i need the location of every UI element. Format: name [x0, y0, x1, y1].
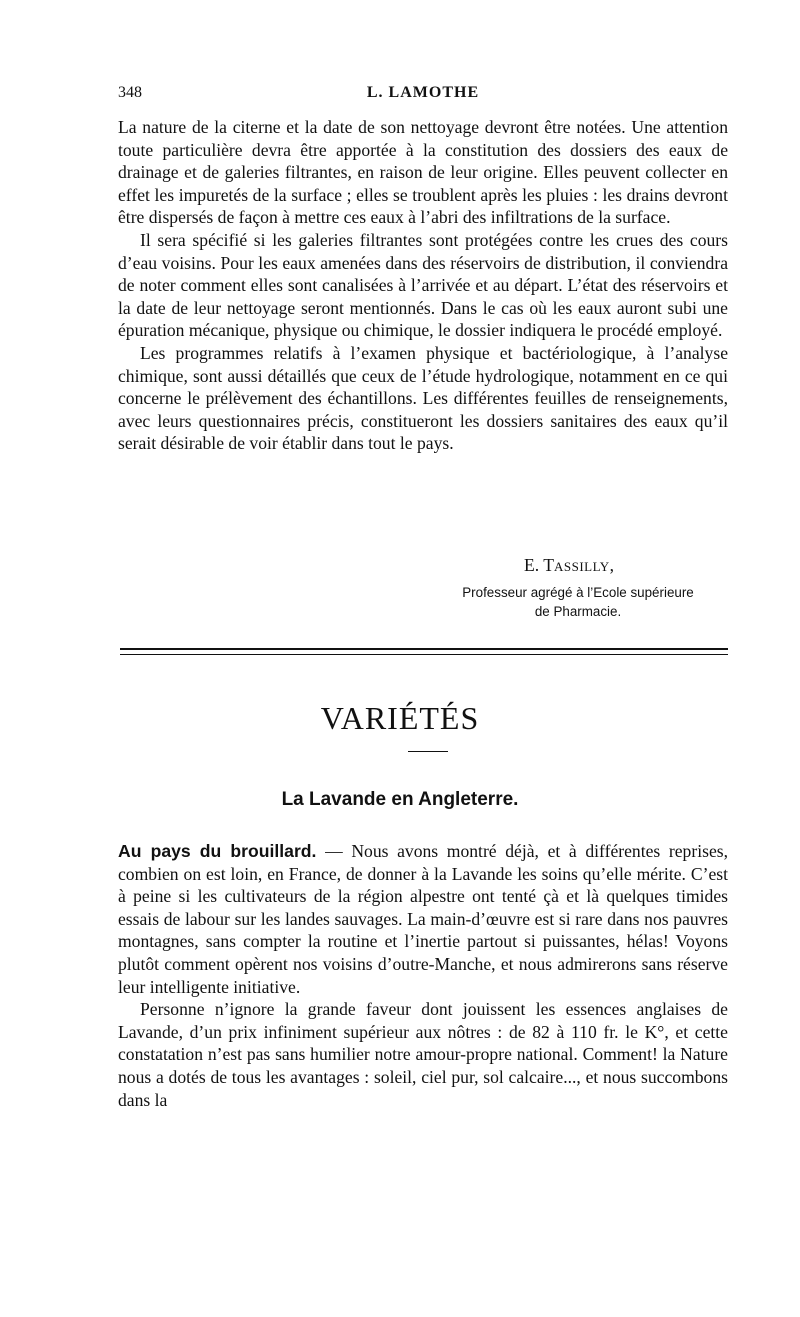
author-title-line: Professeur agrégé à l’Ecole supérieure [462, 585, 694, 600]
author-initial: E. T [524, 555, 554, 575]
paragraph-text: — Nous avons montré déjà, et à différentes reprises, combien on est loin, en France, de donner à la Lavande les soins qu’elle mérite. C’est à peine si les cultivateurs de la région alpestre ont tenté çà et là quelques timides essais de labour sur les landes sauvages. La main-d’œuvre est si rare dans nos pauvres montagnes, sans compter la routine et l’inertie partout si puissantes, hélas! Voyons plutôt comment opèrent nos voisins d’outre-Manche, et nous admirerons sans réserve leur intelligente initiative. [118, 841, 729, 997]
running-head: L. LAMOTHE [366, 84, 480, 101]
article-title: La Lavande en Angleterre. [281, 789, 519, 810]
paragraph: Personne n’ignore la grande faveur dont jouissent les essences anglaises de Lavande, d’un prix infiniment supérieur aux nôtres : de 82 à 110 fr. le K°, et cette constatation n’est pas sans humilier notre amour-propre national. Comment! la Nature nous a dotés de tous les avantages : soleil, ciel pur, sol calcaire..., et nous succombons dans la [118, 999, 728, 1110]
page-number: 348 [118, 84, 142, 101]
author-title-line: de Pharmacie. [534, 604, 622, 619]
author-title [428, 583, 728, 621]
author-surname: ASSILLY [553, 559, 610, 574]
section-title: VARIÉTÉS [320, 700, 480, 736]
author-comma: , [609, 555, 615, 575]
page-header [118, 84, 728, 108]
section-divider-thick [120, 648, 728, 650]
lead-in: Au pays du brouillard. [118, 841, 317, 861]
section-title-underline [408, 751, 448, 752]
section-divider-thin [120, 654, 728, 655]
paragraph: Il sera spécifié si les galeries filtrantes sont protégées contre les crues des cours d’eau voisins. Pour les eaux amenées dans des réservoirs de distribution, il conviendra de noter comment elles sont canalisées à l’arrivée et au départ. L’état des réservoirs et la date de leur nettoyage seront mentionnés. Dans le cas où les eaux auront subi une épuration mécanique, physique ou chimique, le dossier indiquera le procédé employé. [118, 229, 728, 341]
top-section-body [118, 116, 728, 455]
paragraph [118, 840, 728, 998]
author-name [524, 555, 614, 576]
article-body [118, 840, 728, 1111]
paragraph: Les programmes relatifs à l’examen physique et bactériologique, à l’analyse chimique, sont aussi détaillés que ceux de l’étude hydrologique, notamment en ce qui concerne le prélèvement des échantillons. Les différentes feuilles de renseignements, avec leurs questionnaires précis, constitueront les dossiers sanitaires des eaux qu’il serait désirable de voir établir dans tout le pays. [118, 342, 728, 454]
paragraph: La nature de la citerne et la date de son nettoyage devront être notées. Une attention toute particulière devra être apportée à la constitution des dossiers des eaux de drainage et de galeries filtrantes, en raison de leur origine. Elles peuvent collecter en effet les impuretés de la surface ; elles se troublent après les pluies : les drains devront être dispersés de façon à mettre ces eaux à l’abri des infiltrations de la surface. [118, 117, 728, 228]
